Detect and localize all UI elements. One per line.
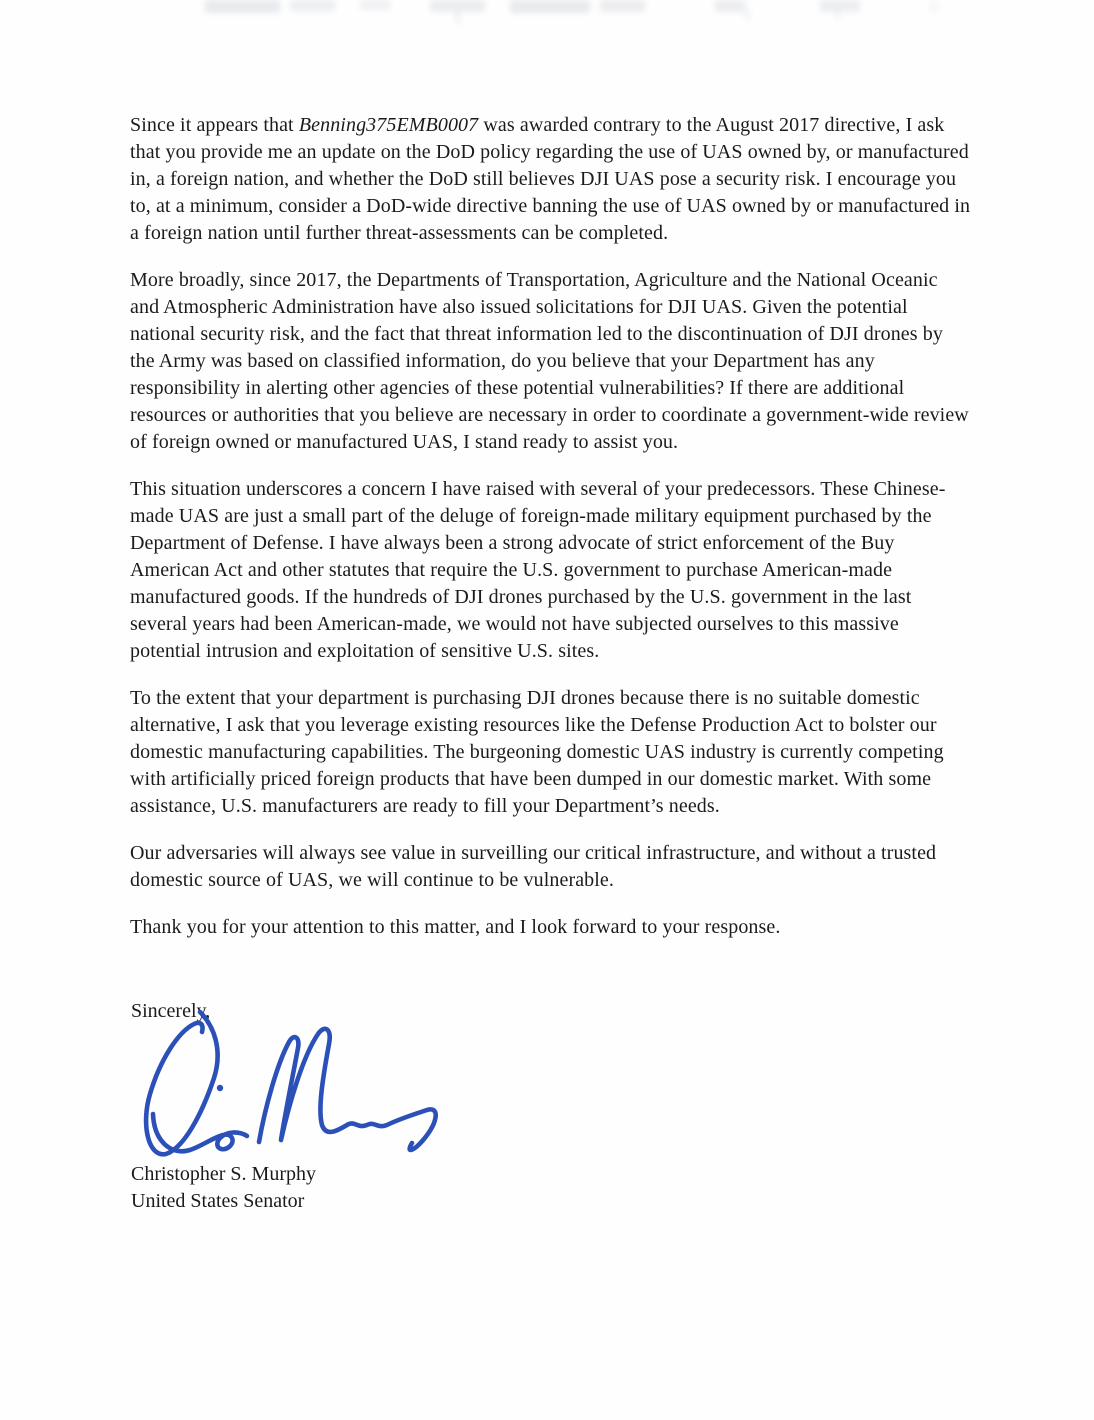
- scan-artifact: [820, 0, 860, 12]
- scan-artifact: [290, 0, 335, 11]
- paragraph-6: Thank you for your attention to this matter, and I look forward to your response.: [130, 916, 781, 938]
- scan-artifact: [930, 2, 938, 12]
- valediction: Sincerely,: [131, 1000, 211, 1022]
- scan-artifact: [600, 0, 645, 12]
- paragraph-1-text-cont: was awarded contrary to the August 2017 directive, I ask that you provide me an update on the DoD policy regarding the use of UAS owned by, or manufactured in, a foreign nation, and whether the DoD still believes DJI UAS pose a security risk. I encourage you to, at a minimum, consider a DoD-wide directive banning the use of UAS owned by or manufactured in a foreign nation until further threat-assessments can be completed.: [130, 114, 971, 244]
- signature-block: [131, 1161, 316, 1214]
- paragraph-5: Our adversaries will always see value in surveilling our critical infrastructure, and without a trusted domestic source of UAS, we will continue to be vulnerable.: [130, 842, 937, 891]
- signer-name: Christopher S. Murphy: [131, 1163, 316, 1185]
- scan-artifact: [715, 0, 745, 12]
- scan-artifact: [360, 0, 390, 10]
- letter-body: [130, 112, 971, 961]
- paragraph-3: This situation underscores a concern I have raised with several of your predecessors. These Chinese-made UAS are just a small part of the deluge of foreign-made military equipment purchased by the Department of Defense. I have always been a strong advocate of strict enforcement of the Buy American Act and other statutes that require the U.S. government to purchase American-made manufactured goods. If the hundreds of DJI drones purchased by the U.S. government in the last several years had been American-made, we would not have subjected ourselves to this massive potential intrusion and exploitation of sensitive U.S. sites.: [130, 478, 946, 662]
- paragraph-4: To the extent that your department is purchasing DJI drones because there is no suitable domestic alternative, I ask that you leverage existing resources like the Defense Production Act to bolster our domestic manufacturing capabilities. The burgeoning domestic UAS industry is currently competing with artificially priced foreign products that have been dumped in our domestic market. With some assistance, U.S. manufacturers are ready to fill your Department’s needs.: [130, 687, 944, 817]
- paragraph-1-text: Since it appears that: [130, 114, 299, 136]
- paragraph-2: More broadly, since 2017, the Departments of Transportation, Agriculture and the National Oceanic and Atmospheric Administration have also issued solicitations for DJI UAS. Given the potential national security risk, and the fact that threat information led to the discontinuation of DJI drones by the Army was based on classified information, do you believe that your Department has any responsibility in alerting other agencies of these potential vulnerabilities? If there are additional resources or authorities that you believe are necessary in order to coordinate a government-wide review of foreign owned or manufactured UAS, I stand ready to assist you.: [130, 269, 969, 453]
- scan-artifact: [745, 8, 750, 20]
- signature-image: [126, 1002, 456, 1177]
- scan-artifact: [835, 8, 840, 20]
- scan-artifact: [205, 0, 280, 13]
- signer-title: United States Senator: [131, 1189, 305, 1212]
- paragraph-1: [130, 112, 971, 247]
- scan-artifact: [430, 0, 485, 12]
- scan-artifact: [510, 0, 590, 13]
- contract-number: Benning375EMB0007: [298, 114, 479, 136]
- scan-artifact: [455, 10, 461, 24]
